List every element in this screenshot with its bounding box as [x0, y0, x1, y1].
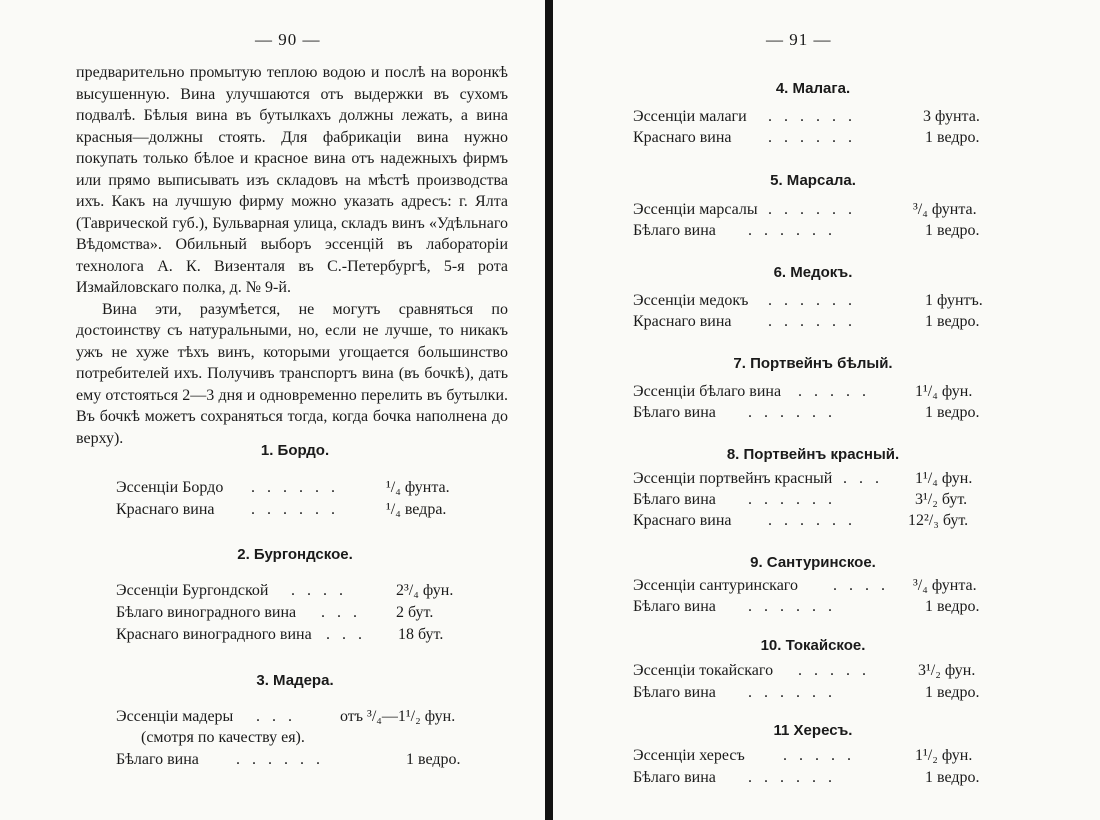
ingredient-name: Эссенціи токайскаго [633, 662, 774, 679]
recipe-title: 5. Марсала. [770, 172, 856, 189]
ingredient-amount: 1¹/₄ фун. [915, 470, 973, 487]
leader-dots: . . . . . . [748, 684, 832, 701]
ingredient-amount: ¹/₄ фунта. [386, 479, 450, 496]
ingredient-amount: 1 фунтъ. [925, 292, 983, 309]
leader-dots: . . . [326, 626, 362, 643]
ingredient-name: Бѣлаго вина [633, 491, 716, 508]
leader-dots: . . . . . . [768, 201, 852, 218]
ingredient-amount: 1 ведро. [925, 222, 980, 239]
ingredient-amount: 1 ведро. [925, 404, 980, 421]
recipe-title: 3. Мадера. [256, 672, 334, 689]
ingredient-amount: 2 бут. [396, 604, 434, 621]
ingredient-name: Эссенціи марсалы [633, 201, 758, 218]
ingredient-amount: 3 фунта. [923, 108, 980, 125]
leader-dots: . . . . . [798, 662, 866, 679]
ingredient-name: Эссенціи портвейнъ красный [633, 470, 833, 487]
page-number: — 91 — [766, 30, 832, 49]
leader-dots: . . . . . . [748, 769, 832, 786]
ingredient-amount: 3¹/₂ фун. [918, 662, 976, 679]
leader-dots: . . . . . . [768, 512, 852, 529]
right-page [553, 0, 1100, 820]
leader-dots: . . . . . [783, 747, 851, 764]
ingredient-amount: 1 ведро. [925, 313, 980, 330]
ingredient-name: Эссенціи Бургондской [116, 582, 269, 599]
ingredient-name: Эссенціи бѣлаго вина [633, 383, 782, 400]
recipe-title: 2. Бургондское. [237, 546, 353, 563]
book-gutter [545, 0, 553, 820]
ingredient-name: Краснаго вина [633, 512, 732, 529]
leader-dots: . . . . . . [251, 501, 335, 518]
ingredient-amount: ³/₄ фунта. [913, 201, 977, 218]
ingredient-name: Бѣлаго вина [633, 222, 716, 239]
ingredient-name: Бѣлаго вина [116, 751, 199, 768]
ingredient-name: Краснаго вина [633, 129, 732, 146]
leader-dots: . . . . . . [768, 108, 852, 125]
page-number: — 90 — [255, 30, 321, 49]
paragraph: Вина эти, разумѣется, не могутъ сравняться по достоинству съ натуральными, но, если не лучше, то никакъ ужъ не хуже тѣхъ винъ, которыми угощается большинство потребителей ихъ. Получивъ транспортъ вина (въ бочкѣ), дать ему отстояться 2—3 дня и одновременно перелить въ бутылки. Въ бочкѣ можетъ сохраняться тогда, когда бочка наполнена до верху). [76, 300, 508, 447]
ingredient-name: Краснаго вина [633, 313, 732, 330]
recipe-title: 9. Сантуринское. [750, 554, 876, 571]
ingredient-name: Бѣлаго вина [633, 404, 716, 421]
ingredient-name: Эссенціи хересъ [633, 747, 745, 764]
recipe-title: 8. Портвейнъ красный. [726, 446, 900, 463]
ingredient-amount: 2³/₄ фун. [396, 582, 454, 599]
leader-dots: . . . . [833, 577, 885, 594]
recipe-title: 4. Малага. [775, 80, 851, 97]
paragraph: предварительно промытую теплою водою и послѣ на воронкѣ высушенную. Вина улучшаются отъ выдержки въ сухомъ подвалѣ. Бѣлыя вина въ бутылкахъ должны лежать, а вина красныя—должны стоять. Для фабрикаціи вина нужно покупать только бѣлое и красное вина отъ надежныхъ фирмъ или прямо выписывать изъ складовъ на мѣстѣ производства ихъ. Какъ на лучшую фирму можно указать адресъ: г. Ялта (Таврической губ.), Бульварная улица, складъ винъ «Удѣльнаго Вѣдомства». Обильный выборъ эссенцій въ лабораторіи технолога А. К. Визенталя въ С.-Петербургѣ, 5-я рота Измайловскаго полка, д. № 9-й. [76, 64, 508, 296]
ingredient-amount: 1¹/₂ фун. [915, 747, 973, 764]
leader-dots: . . . . . [798, 383, 866, 400]
leader-dots: . . . . . . [768, 129, 852, 146]
leader-dots: . . . . . . [768, 313, 852, 330]
ingredient-name: Бѣлаго вина [633, 769, 716, 786]
leader-dots: . . . [256, 708, 292, 725]
ingredient-name: Краснаго вина [116, 501, 215, 518]
leader-dots: . . . . . . [748, 404, 832, 421]
leader-dots: . . . . . . [251, 479, 335, 496]
ingredient-name: Эссенціи сантуринскаго [633, 577, 798, 594]
recipe-title: 1. Бордо. [260, 442, 330, 459]
ingredient-name: Бѣлаго вина [633, 598, 716, 615]
recipe-row [116, 751, 461, 820]
leader-dots: . . . . . . [748, 222, 832, 239]
leader-dots: . . . [843, 470, 879, 487]
ingredient-amount: ³/₄ фунта. [913, 577, 977, 594]
leader-dots: . . . . . . [768, 292, 852, 309]
ingredient-name: Эссенціи медокъ [633, 292, 749, 309]
recipe-note: (смотря по качеству ея). [141, 729, 305, 746]
recipe-title: 11 Хересъ. [773, 722, 853, 739]
left-page [0, 0, 545, 820]
leader-dots: . . . . . . [748, 491, 832, 508]
recipe-title: 10. Токайское. [760, 637, 866, 654]
ingredient-name: Бѣлаго виноградного вина [116, 604, 297, 621]
leader-dots: . . . . . . [236, 751, 320, 768]
ingredient-amount: 1 ведро. [406, 751, 461, 768]
ingredient-name: Бѣлаго вина [633, 684, 716, 701]
recipe-row [633, 769, 980, 820]
ingredient-amount: 12²/₃ бут. [908, 512, 969, 529]
body-text [76, 62, 508, 449]
ingredient-amount: 18 бут. [398, 626, 444, 643]
ingredient-amount: 1 ведро. [925, 129, 980, 146]
leader-dots: . . . . . . [748, 598, 832, 615]
recipe-title: 7. Портвейнъ бѣлый. [733, 355, 893, 372]
leader-dots: . . . . [291, 582, 343, 599]
recipe-title: 6. Медокъ. [773, 264, 853, 281]
ingredient-amount: ¹/₄ ведра. [386, 501, 447, 518]
ingredient-amount: 3¹/₂ бут. [915, 491, 968, 508]
ingredient-name: Эссенціи малаги [633, 108, 747, 125]
ingredient-amount: 1 ведро. [925, 598, 980, 615]
ingredient-amount: 1¹/₄ фун. [915, 383, 973, 400]
ingredient-amount: 1 ведро. [925, 684, 980, 701]
ingredient-amount: 1 ведро. [925, 769, 980, 786]
ingredient-name: Эссенціи мадеры [116, 708, 234, 725]
leader-dots: . . . [321, 604, 357, 621]
ingredient-name: Эссенціи Бордо [116, 479, 224, 496]
ingredient-name: Краснаго виноградного вина [116, 626, 312, 643]
ingredient-amount: отъ ³/₄—1¹/₂ фун. [340, 708, 456, 725]
